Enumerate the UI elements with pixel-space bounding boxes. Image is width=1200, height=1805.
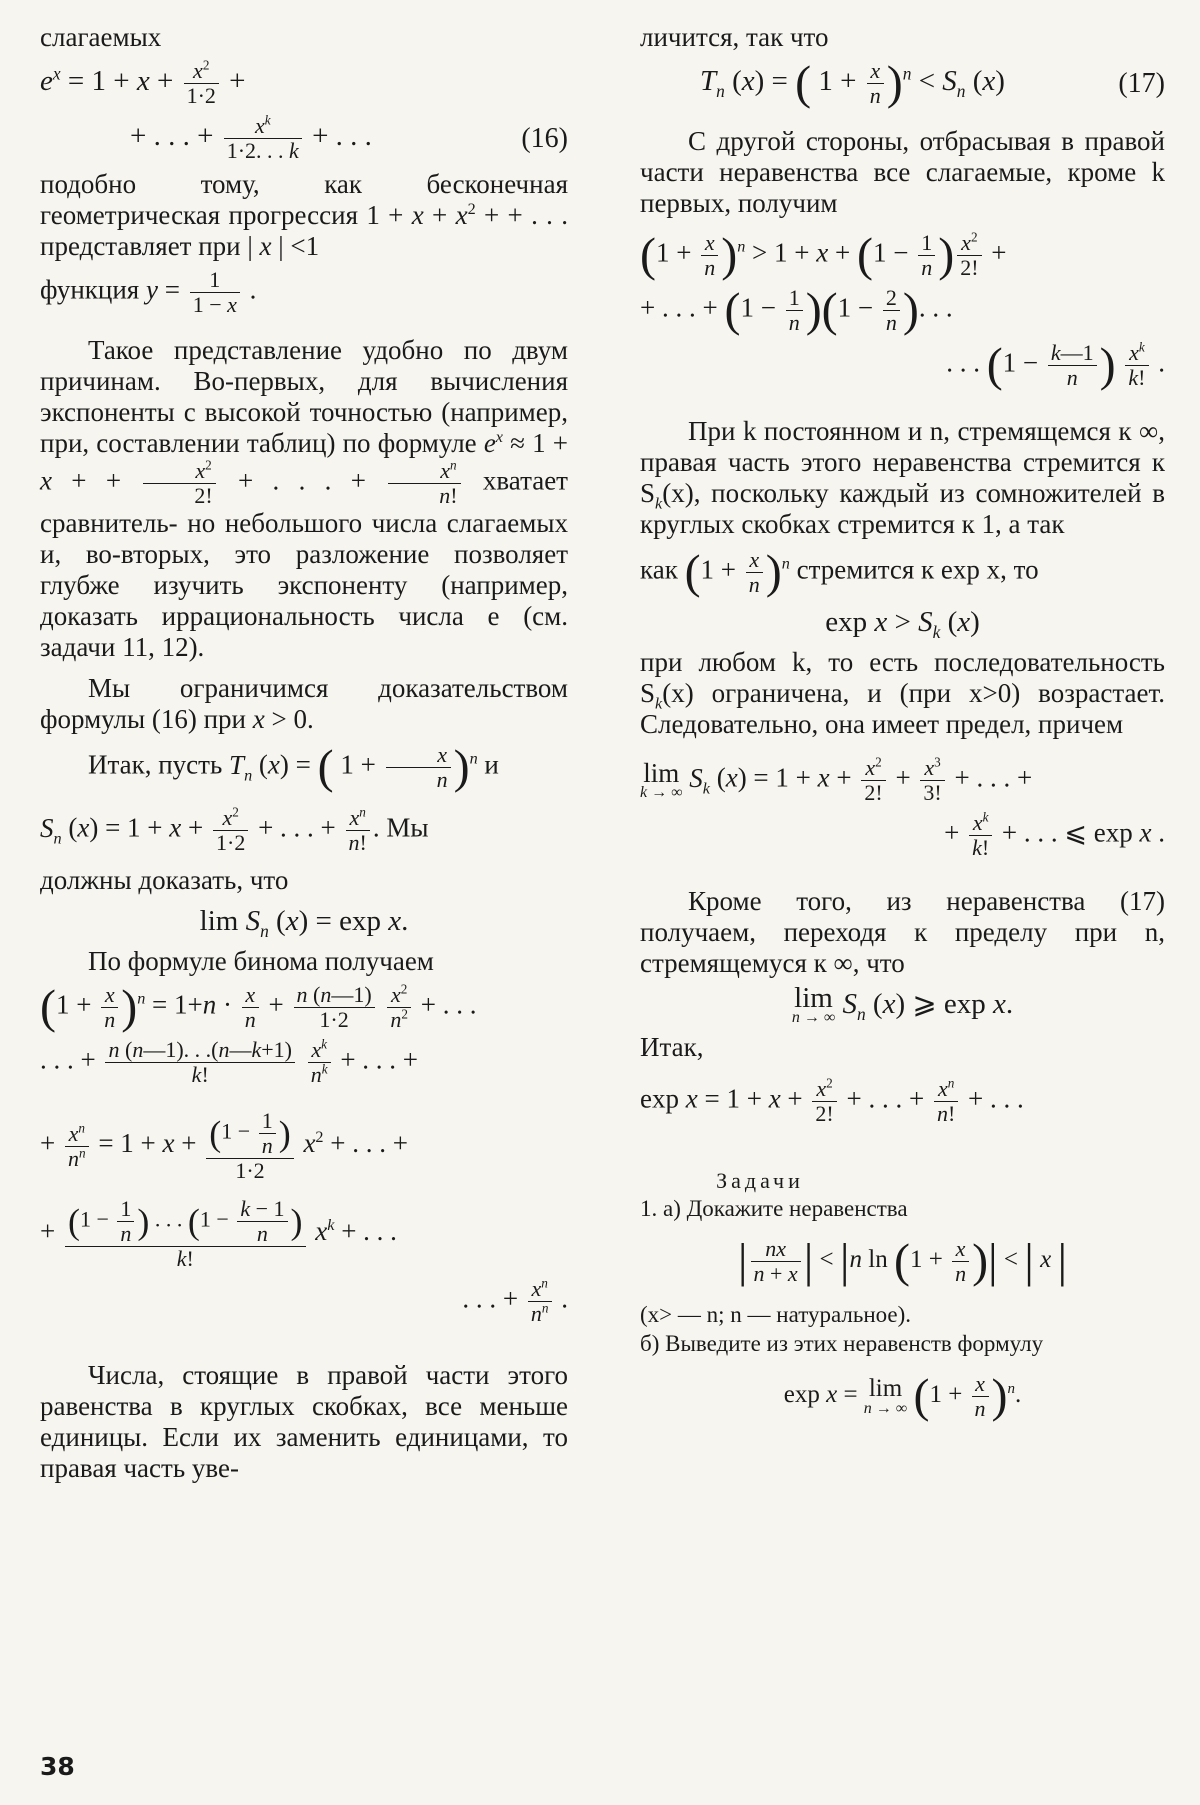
formula-inequality-1: (1 + $\frac{x}{n}$ )$^n$ > 1 + x + (1 − $\frac{1}{n}$ ) $\frac{x^2}{2!}$ + (640, 228, 1007, 282)
paragraph-k-constant: При k постоянном и n, стремящемся к ∞, правая часть этого неравенства стремится к $S_k(x)$, поскольку каждый из сомножителей в круглых скобках стремится к 1, а так (640, 416, 1165, 539)
formula-exp-final: exp x = 1 + x + $\frac{x^2}{2!}$ + . . . + $\frac{x^n}{n!}$ + . . . (640, 1076, 1024, 1127)
paragraph-geometric: подобно тому, как бесконечная геометрическая прогрессия $1 + x + x^2$ + + . . . представляет при | x | <1 (40, 169, 568, 261)
problem-1a-condition: (x> — n; n — натуральное). (640, 1302, 912, 1328)
problem-1b: б) Выведите из этих неравенств формулу (640, 1331, 1044, 1357)
left-column (40, 22, 568, 1484)
formula-17: $T_n$ (x) = ( 1 + $\frac{x}{n}$ )$^n < S_n$ (x) (17) (700, 56, 1165, 110)
formula-binomial-3: + $\frac{x^n}{n^n}$ = 1 + x + (1 − $\frac{1}{n}$ ) 1·2 $x^2$ + . . . + (40, 1108, 408, 1183)
problems-heading: Задачи (716, 1168, 804, 1194)
paragraph-must-prove: должны доказать, что (40, 865, 289, 895)
paragraph-other-side: С другой стороны, отбрасывая в правой части неравенства все слагаемые, кроме k первых, получим (640, 126, 1165, 218)
paragraph-bounded: при любом k, то есть последовательность $S_k(x)$ ограничена, и (при x>0) возрастает. Следовательно, она имеет предел, причем (640, 647, 1165, 739)
problem-1a: 1. а) Докажите неравенства (640, 1196, 908, 1222)
formula-inequality-3: . . . (1 − $\frac{k—1}{n}$ ) $\frac{x^k}{k!}$ . (946, 338, 1165, 392)
formula-exp-gt-sk: $\exp x > S_k$ (x) (825, 606, 980, 642)
page-number: 38 (40, 1752, 75, 1781)
text-itak: Итак, (640, 1032, 704, 1063)
formula-binomial-1: (1 + $\frac{x}{n}$ )$^n$ = 1+n · $\frac{x}{n}$ + $\frac{n (n—1)}{1\cdot 2}$ $\frac{x^2}{n^2}$ + . . . (40, 980, 477, 1034)
formula-inequality-2: + . . . + (1 − $\frac{1}{n}$ )(1 − $\frac{2}{n}$ ). . . (640, 283, 953, 337)
text-slagaemyh: слагаемых (40, 22, 162, 52)
right-column (640, 22, 1165, 1427)
paragraph-let: Итак, пусть $T_n$ (x) = ( 1 + $\frac{x}{n}$ )$^n$ и (88, 740, 499, 794)
paragraph-function: функция y = $\frac{1}{1 - x}$ . (40, 267, 257, 317)
formula-exp-series-2: + . . . + $\frac{x^k}{1\cdot 2. . . k}$ + . . . (16) (130, 112, 568, 163)
paragraph-limit-proof: Мы ограничимся доказательством формулы (16) при x > 0. (40, 673, 568, 734)
paragraph-numbers: Числа, стоящие в правой части этого равенства в круглых скобках, все меньше единицы. Если их заменить единицами, то правая часть уве- (40, 1360, 568, 1483)
text-increases: личится, так что (640, 22, 829, 52)
formula-binomial-5: . . . + $\frac{x^n}{n^n}$ . (462, 1275, 568, 1326)
formula-exp-limit: exp x = lim n → ∞ (1 + $\frac{x}{n}$ )$^n$. (783, 1369, 1022, 1423)
paragraph-representation: Такое представление удобно по двум причинам. Во-первых, для вычисления экспоненты с высокой точностью (например, при, составлении таблиц) по формуле $e^x \approx 1 + x$ + + $\frac{x^2}{2!}$ + . . . + $\frac{x^n}{n!}$ хватает сравнитель- но небольшого числа слагаемых и, во-вторых, это разложение позволяет глубже изучить экспоненту (например, доказать иррациональность числа e (см. задачи 11, 12). (40, 335, 568, 662)
formula-lim-sk-2: + $\frac{x^k}{k!}$ + . . . ⩽ exp x . (944, 809, 1165, 860)
equation-number-17: (17) (1118, 67, 1165, 99)
formula-exp-series-1: $e^x = 1 + x$ + $\frac{x^2}{1\cdot 2}$ + (40, 57, 246, 108)
formula-lim-sn: $\lim S_n$ (x) = exp x. (199, 905, 409, 941)
paragraph-sn: $S_n$ (x) = 1 + x + $\frac{x^2}{1\cdot 2}$ + . . . + $\frac{x^n}{n!}$ . Мы (40, 804, 429, 855)
equation-number-16: (16) (521, 122, 568, 154)
paragraph-binomial: По формуле бинома получаем (88, 946, 434, 976)
paragraph-as: как (1 + $\frac{x}{n}$ )$^n$ стремится к exp x, то (640, 545, 1039, 599)
formula-problem-inequality: | $\frac{nx}{n + x}$ | < |n ln (1 + $\frac{x}{n}$ )| < | x | (737, 1234, 1068, 1288)
formula-binomial-4: + (1 − $\frac{1}{n}$ ) . . . (1 − $\frac{k - 1}{n}$ ) k! $x^k$ + . . . (40, 1196, 397, 1271)
formula-binomial-2: . . . + $\frac{n (n—1). . .(n—k+1)}{k!}$ $\frac{x^k}{n^k}$ + . . . + (40, 1036, 419, 1087)
formula-lim-sk-1: lim k → ∞ $S_k$ (x) = 1 + x + $\frac{x^2}{2!}$ + $\frac{x^3}{3!}$ + . . . + (640, 754, 1033, 805)
formula-lim-sn-ge: lim n → ∞ $S_n$ (x) ⩾ exp x. (791, 982, 1014, 1027)
paragraph-moreover: Кроме того, из неравенства (17) получаем, переходя к пределу при n, стремящемуся к ∞, что (640, 886, 1165, 978)
